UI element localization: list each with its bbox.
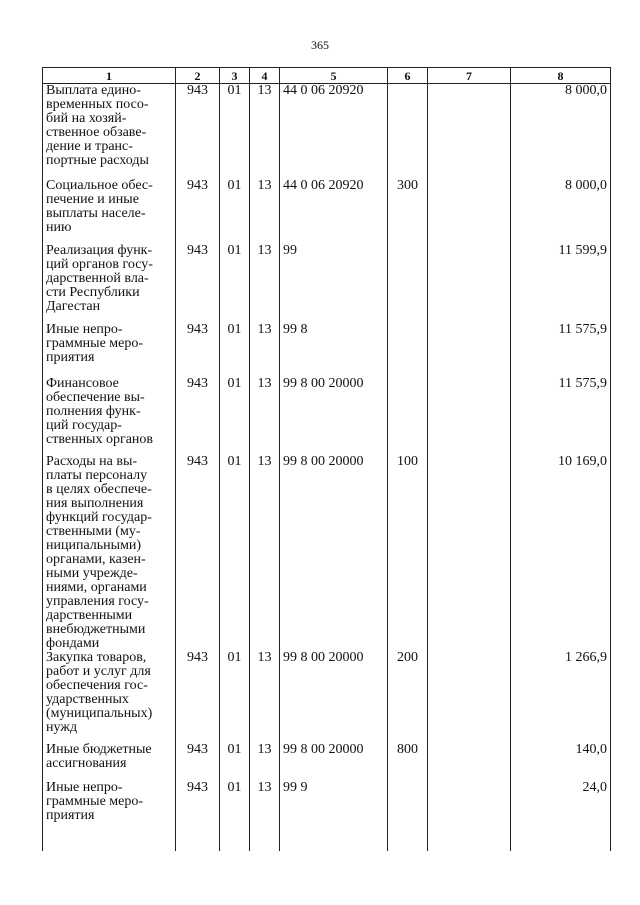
row-code-3: 01 (220, 179, 250, 244)
header-cell: 8 (511, 68, 611, 84)
header-cell: 4 (250, 68, 280, 84)
table-row (43, 743, 611, 781)
row-name: Иные бюджетные ассигнования (46, 741, 152, 771)
table-row (43, 84, 611, 179)
row-amount: 8 000,0 (511, 84, 611, 179)
row-amount: 1 266,9 (511, 651, 611, 743)
row-code-7 (428, 84, 511, 179)
row-code-6 (388, 84, 428, 179)
row-code-2: 943 (176, 377, 220, 455)
row-code-7 (428, 244, 511, 323)
row-code-5: 99 8 (280, 323, 388, 377)
row-name: Социальное обес- печение и иные выплаты населе- нию (46, 177, 153, 235)
row-code-6: 300 (388, 179, 428, 244)
header-cell: 7 (428, 68, 511, 84)
row-code-2: 943 (176, 455, 220, 651)
row-code-2: 943 (176, 781, 220, 851)
row-code-5: 99 (280, 244, 388, 323)
row-name: Закупка товаров, работ и услуг для обеспечения гос- ударственных (муниципальных) нужд (46, 649, 153, 735)
row-code-7 (428, 651, 511, 743)
row-code-7 (428, 781, 511, 851)
row-amount: 11 575,9 (511, 377, 611, 455)
row-code-2: 943 (176, 323, 220, 377)
table-row (43, 179, 611, 244)
header-cell: 2 (176, 68, 220, 84)
row-code-5: 99 8 00 20000 (280, 455, 388, 651)
row-name: Иные непро- граммные меро- приятия (46, 779, 144, 823)
table-header-row (43, 68, 611, 84)
row-code-4: 13 (250, 377, 280, 455)
row-code-5: 44 0 06 20920 (280, 84, 388, 179)
header-cell: 1 (43, 68, 176, 84)
row-code-6: 100 (388, 455, 428, 651)
row-name: Иные непро- граммные меро- приятия (46, 321, 144, 365)
header-cell: 5 (280, 68, 388, 84)
row-code-5: 99 9 (280, 781, 388, 851)
row-code-4: 13 (250, 743, 280, 781)
budget-table (42, 67, 611, 851)
table-row (43, 244, 611, 323)
row-code-6 (388, 781, 428, 851)
row-code-2: 943 (176, 651, 220, 743)
row-code-6 (388, 323, 428, 377)
row-code-6 (388, 377, 428, 455)
row-amount: 140,0 (511, 743, 611, 781)
row-name: Реализация функ- ций органов госу- дарственной вла- сти Республики Дагестан (46, 242, 153, 314)
row-code-6: 800 (388, 743, 428, 781)
row-code-5: 99 8 00 20000 (280, 743, 388, 781)
row-code-5: 99 8 00 20000 (280, 651, 388, 743)
row-code-7 (428, 455, 511, 651)
header-cell: 3 (220, 68, 250, 84)
row-code-3: 01 (220, 244, 250, 323)
row-code-2: 943 (176, 84, 220, 179)
row-code-3: 01 (220, 651, 250, 743)
row-amount: 8 000,0 (511, 179, 611, 244)
table-row (43, 781, 611, 851)
row-code-3: 01 (220, 781, 250, 851)
header-cell: 6 (388, 68, 428, 84)
row-code-7 (428, 179, 511, 244)
page-number: 365 (311, 38, 329, 52)
row-code-3: 01 (220, 84, 250, 179)
row-amount: 10 169,0 (511, 455, 611, 651)
row-code-4: 13 (250, 781, 280, 851)
row-code-4: 13 (250, 244, 280, 323)
row-code-4: 13 (250, 323, 280, 377)
row-code-2: 943 (176, 244, 220, 323)
row-code-4: 13 (250, 84, 280, 179)
row-code-5: 99 8 00 20000 (280, 377, 388, 455)
row-code-2: 943 (176, 179, 220, 244)
row-name: Финансовое обеспечение вы- полнения функ- ций государ- ственных органов (46, 375, 154, 447)
row-code-7 (428, 377, 511, 455)
table-row (43, 377, 611, 455)
row-code-3: 01 (220, 377, 250, 455)
row-code-4: 13 (250, 651, 280, 743)
row-amount: 11 575,9 (511, 323, 611, 377)
row-name: Выплата едино- временных посо- бий на хозяй- ственное обзаве- дение и транс- портные расходы (46, 83, 149, 168)
row-code-5: 44 0 06 20920 (280, 179, 388, 244)
row-name: Расходы на вы- платы персоналу в целях обеспече- ния выполнения функций государ- ственными (му- ниципальными) органами, казен- ными учрежде- ниями, органами управления госу- дарственными внебюджетными фондами (46, 453, 152, 651)
row-code-2: 943 (176, 743, 220, 781)
row-code-6: 200 (388, 651, 428, 743)
row-amount: 24,0 (511, 781, 611, 851)
row-code-7 (428, 323, 511, 377)
row-code-4: 13 (250, 455, 280, 651)
row-code-3: 01 (220, 743, 250, 781)
row-code-3: 01 (220, 455, 250, 651)
row-amount: 11 599,9 (511, 244, 611, 323)
table-row (43, 455, 611, 651)
row-code-6 (388, 244, 428, 323)
table-row (43, 651, 611, 743)
table-row (43, 323, 611, 377)
row-code-3: 01 (220, 323, 250, 377)
row-code-4: 13 (250, 179, 280, 244)
row-code-7 (428, 743, 511, 781)
